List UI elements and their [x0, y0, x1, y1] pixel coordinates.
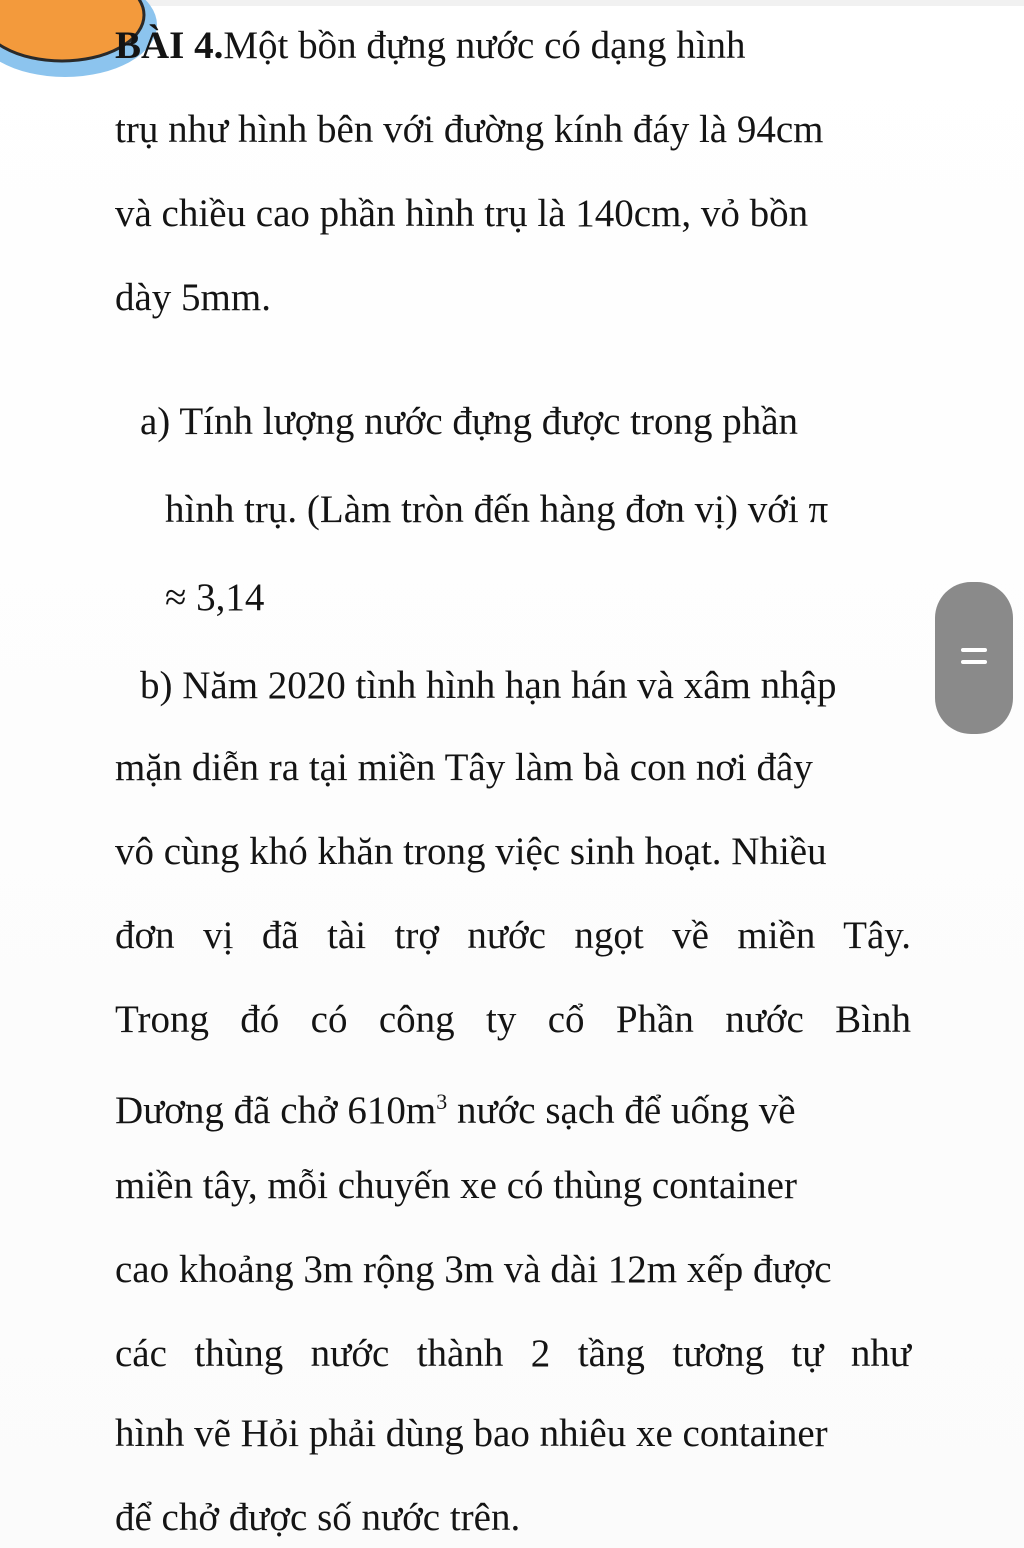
scroll-handle[interactable]: [935, 582, 1013, 734]
problem-line-1: [115, 22, 911, 70]
volume-suffix: nước sạch để uống về: [447, 1089, 796, 1132]
part-a-line-3: ≈ 3,14: [165, 576, 265, 619]
problem-line-4: dày 5mm.: [115, 276, 271, 319]
volume-exponent: 3: [436, 1089, 448, 1114]
volume-value: 610m: [347, 1089, 437, 1132]
problem-title: BÀI 4.: [115, 24, 224, 67]
grip-line-top: [961, 648, 987, 652]
grip-line-bottom: [961, 660, 987, 664]
part-b-line-9: các thùng nước thành 2 tầng tương tự như: [115, 1332, 911, 1375]
part-b-line-10: hình vẽ Hỏi phải dùng bao nhiêu xe container: [115, 1412, 828, 1455]
part-b-line-2: mặn diễn ra tại miền Tây làm bà con nơi đây: [115, 746, 813, 789]
part-b-line-6: [115, 1078, 911, 1135]
problem-line-3: và chiều cao phần hình trụ là 140cm, vỏ bồn: [115, 192, 809, 235]
part-b-line-7: miền tây, mỗi chuyến xe có thùng container: [115, 1164, 797, 1207]
part-a-line-2: hình trụ. (Làm tròn đến hàng đơn vị) với π: [165, 488, 829, 531]
part-b-line-1: b) Năm 2020 tình hình hạn hán và xâm nhập: [140, 664, 837, 707]
part-b-line-5: Trong đó có công ty cổ Phần nước Bình: [115, 998, 911, 1041]
part-a-line-1: a) Tính lượng nước đựng được trong phần: [140, 400, 799, 443]
problem-line-2: trụ như hình bên với đường kính đáy là 94cm: [115, 108, 824, 151]
problem-text: Một bồn đựng nước có dạng hình: [223, 24, 746, 67]
part-b-line-8: cao khoảng 3m rộng 3m và dài 12m xếp được: [115, 1248, 832, 1291]
part-b-line-4: đơn vị đã tài trợ nước ngọt về miền Tây.: [115, 914, 911, 957]
part-b-line-11: để chở được số nước trên.: [115, 1496, 521, 1539]
volume-prefix: Dương đã chở: [115, 1089, 348, 1132]
part-b-line-3: vô cùng khó khăn trong việc sinh hoạt. Nhiều: [115, 830, 827, 873]
